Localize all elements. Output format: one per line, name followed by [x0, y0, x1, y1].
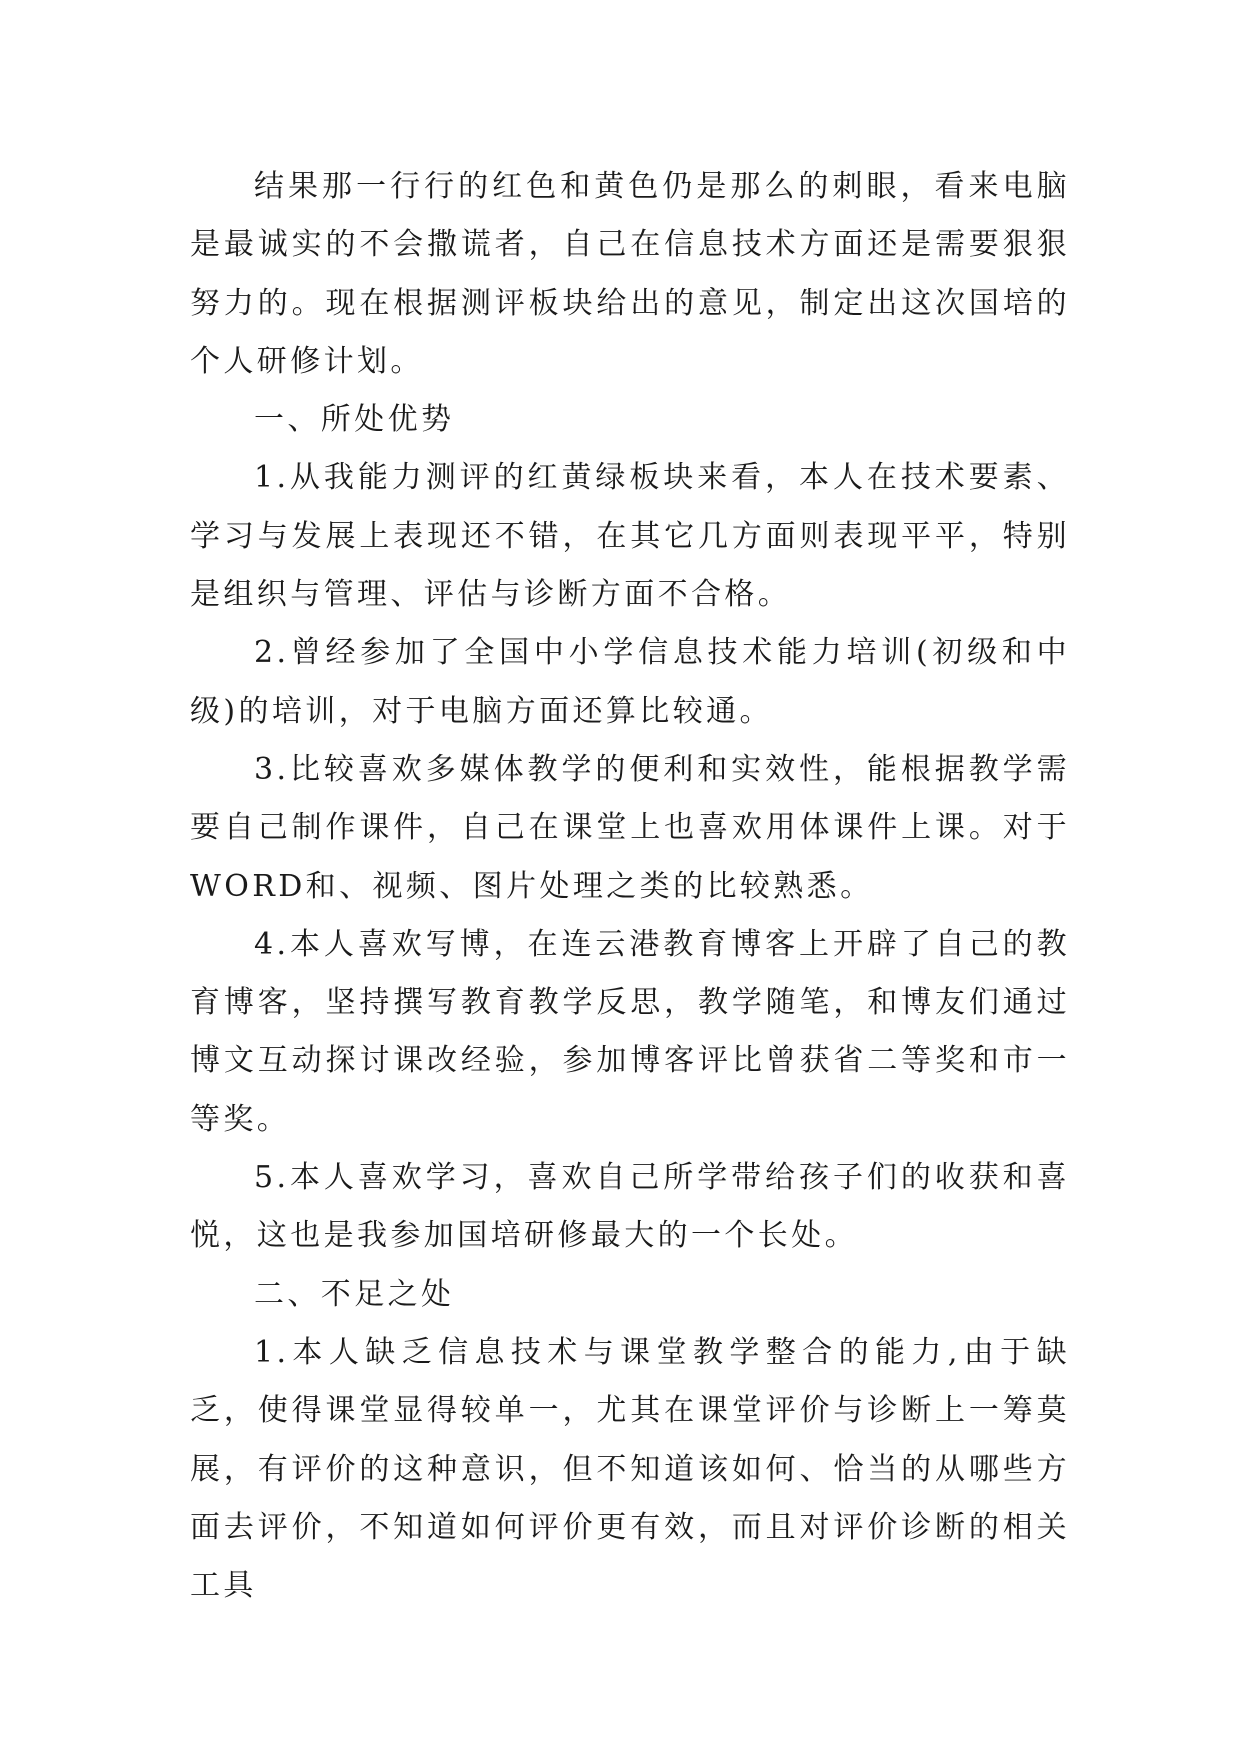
paragraph-advantage-4: 4.本人喜欢写博，在连云港教育博客上开辟了自己的教育博客，坚持撰写教育教学反思，教学随笔，和博友们通过博文互动探讨课改经验，参加博客评比曾获省二等奖和市一等奖。 [190, 926, 1070, 1137]
paragraph-advantage-1: 1.从我能力测评的红黄绿板块来看，本人在技术要素、学习与发展上表现还不错，在其它几方面则表现平平，特别是组织与管理、评估与诊断方面不合格。 [190, 460, 1070, 613]
paragraph-intro: 结果那一行行的红色和黄色仍是那么的刺眼，看来电脑是最诚实的不会撒谎者，自己在信息技术方面还是需要狠狠努力的。现在根据测评板块给出的意见，制定出这次国培的个人研修计划。 [190, 169, 1070, 379]
document-body [190, 158, 1070, 1615]
paragraph-advantage-5: 5.本人喜欢学习，喜欢自己所学带给孩子们的收获和喜悦，这也是我参加国培研修最大的一个长处。 [190, 1160, 1070, 1254]
paragraph-shortcoming-1: 1.本人缺乏信息技术与课堂教学整合的能力,由于缺乏，使得课堂显得较单一，尤其在课堂评价与诊断上一筹莫展，有评价的这种意识，但不知道该如何、恰当的从哪些方面去评价，不知道如何评价更有效，而且对评价诊断的相关工具 [190, 1334, 1070, 1604]
paragraph-advantage-3: 3.比较喜欢多媒体教学的便利和实效性，能根据教学需要自己制作课件，自己在课堂上也喜欢用体课件上课。对于WORD和、视频、图片处理之类的比较熟悉。 [190, 751, 1070, 904]
section-heading-advantages: 一、所处优势 [254, 402, 455, 438]
paragraph-advantage-2: 2.曾经参加了全国中小学信息技术能力培训(初级和中级)的培训，对于电脑方面还算比较通。 [190, 635, 1070, 729]
section-heading-shortcomings: 二、不足之处 [254, 1276, 455, 1312]
